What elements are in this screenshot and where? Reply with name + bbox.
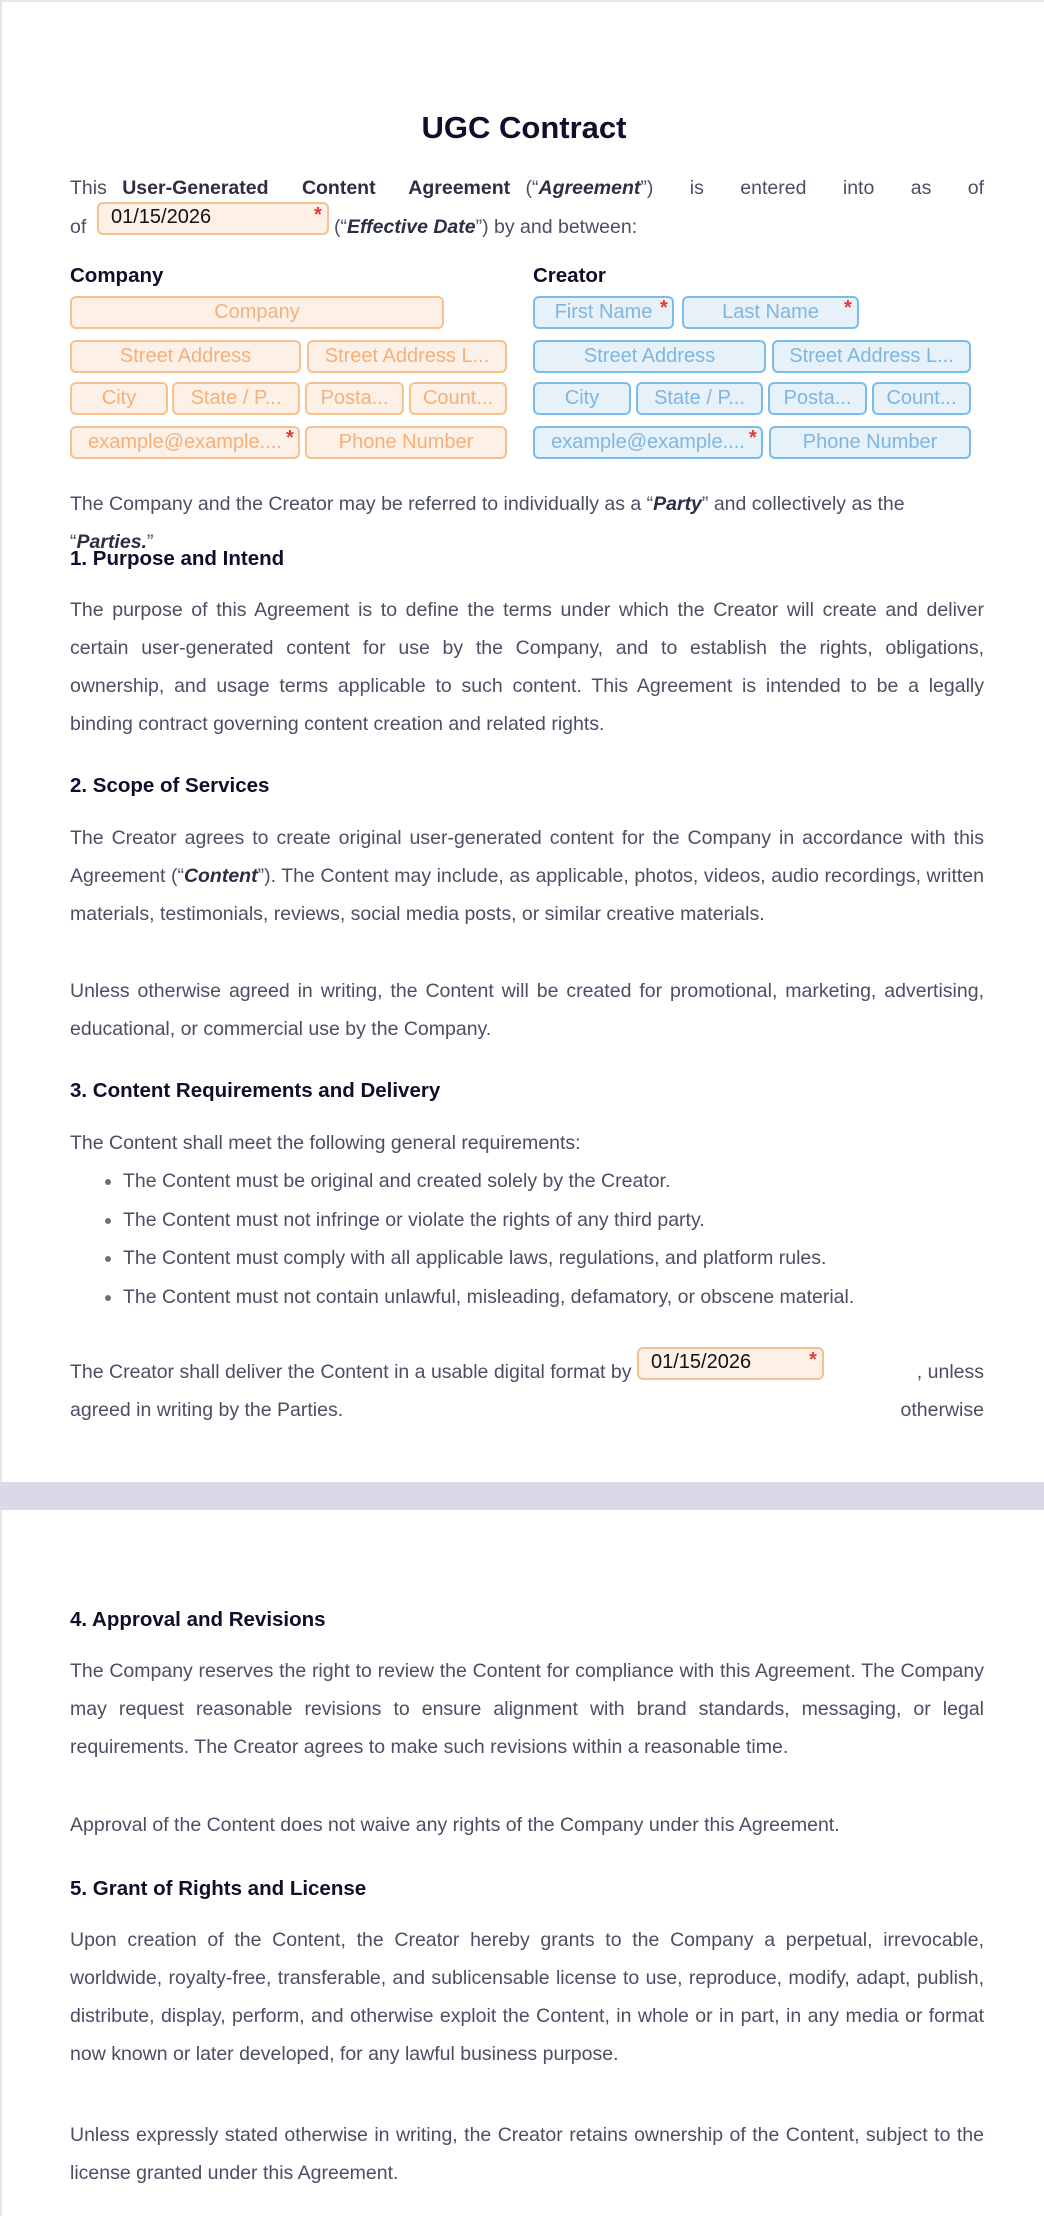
company-country-input[interactable]: Count... <box>409 382 507 415</box>
company-city-input[interactable]: City <box>70 382 168 415</box>
company-name-input[interactable]: Company <box>70 296 444 329</box>
required-marker: * <box>286 427 294 449</box>
page-separator <box>0 1482 1044 1510</box>
section-1-heading: 1. Purpose and Intend <box>70 547 285 570</box>
document-page-2 <box>0 1510 1044 2216</box>
required-marker: * <box>844 297 852 319</box>
company-street2-input[interactable]: Street Address L... <box>307 340 507 373</box>
creator-postal-input[interactable]: Posta... <box>768 382 867 415</box>
company-phone-input[interactable]: Phone Number <box>305 426 507 459</box>
section-4-heading: 4. Approval and Revisions <box>70 1608 326 1631</box>
intro-this: This <box>70 177 107 199</box>
creator-country-input[interactable]: Count... <box>872 382 971 415</box>
creator-state-input[interactable]: State / P... <box>636 382 763 415</box>
company-state-input[interactable]: State / P... <box>172 382 300 415</box>
creator-city-input[interactable]: City <box>533 382 631 415</box>
required-marker: * <box>749 427 757 449</box>
list-item: • The Content must be original and created solely by the Creator. <box>123 1162 984 1201</box>
required-marker: * <box>809 1349 817 1371</box>
delivery-sentence-tail: , unless otherwise <box>900 1361 984 1421</box>
company-postal-input[interactable]: Posta... <box>305 382 404 415</box>
list-item: • The Content must comply with all applicable laws, regulations, and platform rules. <box>123 1239 984 1278</box>
effective-date-input[interactable]: 01/15/2026 <box>97 202 329 235</box>
required-marker: * <box>660 297 668 319</box>
section-4-paragraph-1: The Company reserves the right to review the Content for compliance with this Agreement. The Company may request reasonable revisions to ensure alignment with brand standards, messaging, or legal requirements. The Creator agrees to make such revisions within a reasonable time. <box>70 1660 984 1758</box>
creator-last-name-input[interactable]: Last Name <box>682 296 859 329</box>
section-2-paragraph-2: Unless otherwise agreed in writing, the Content will be created for promotional, marketing, advertising, educational, or commercial use by the Company. <box>70 980 984 1040</box>
section-5-heading: 5. Grant of Rights and License <box>70 1877 367 1900</box>
section-2-paragraph-1: The Creator agrees to create original user-generated content for the Company in accordance with this Agreement (“Content”). The Content may include, as applicable, photos, videos, audio recordings, written materials, testimonials, reviews, social media posts, or similar creative materials. <box>70 827 984 925</box>
effective-date-term: (“Effective Date”) by and between: <box>334 216 638 238</box>
company-label: Company <box>70 264 164 287</box>
list-item: • The Content must not contain unlawful, misleading, defamatory, or obscene material. <box>123 1278 984 1317</box>
list-item: • The Content must not infringe or violate the rights of any third party. <box>123 1201 984 1240</box>
delivery-date-input[interactable]: 01/15/2026 <box>637 1347 824 1380</box>
company-email-input[interactable]: example@example.... <box>70 426 300 459</box>
creator-first-name-input[interactable]: First Name <box>533 296 674 329</box>
creator-street-input[interactable]: Street Address <box>533 340 766 373</box>
section-2-heading: 2. Scope of Services <box>70 774 270 797</box>
delivery-sentence: The Creator shall deliver the Content in a usable digital format by <box>70 1361 632 1383</box>
intro-of: of <box>70 216 87 238</box>
section-5-paragraph-1: Upon creation of the Content, the Creator hereby grants to the Company a perpetual, irrevocable, worldwide, royalty-free, transferable, and sublicensable license to use, reproduce, modify, adapt, publish, distribute, display, perform, and otherwise exploit the Content, in whole or in part, in any media or format now known or later developed, for any lawful business purpose. <box>70 1929 984 2065</box>
parties-definition: The Company and the Creator may be referred to individually as a “Party” and collectively as the “Parties.” <box>70 493 905 553</box>
section-3-heading: 3. Content Requirements and Delivery <box>70 1079 441 1102</box>
intro-agreement-term: (“Agreement”) is entered into as of <box>525 177 984 199</box>
section-5-paragraph-2: Unless expressly stated otherwise in writing, the Creator retains ownership of the Content, subject to the license granted under this Agreement. <box>70 2124 984 2184</box>
requirements-list <box>70 1162 984 1316</box>
creator-street2-input[interactable]: Street Address L... <box>772 340 971 373</box>
required-marker: * <box>314 204 322 226</box>
section-3-lead: The Content shall meet the following general requirements: <box>70 1132 581 1154</box>
creator-label: Creator <box>533 264 606 287</box>
section-1-paragraph: The purpose of this Agreement is to define the terms under which the Creator will create and deliver certain user-generated content for use by the Company, and to establish the rights, obligations, ownership, and usage terms applicable to such content. This Agreement is intended to be a legally binding contract governing content creation and related rights. <box>70 599 984 735</box>
creator-phone-input[interactable]: Phone Number <box>769 426 971 459</box>
intro-agreement-name: User-Generated Content Agreement <box>122 177 511 199</box>
document-title: UGC Contract <box>421 110 627 145</box>
creator-email-input[interactable]: example@example.... <box>533 426 763 459</box>
section-4-paragraph-2: Approval of the Content does not waive any rights of the Company under this Agreement. <box>70 1814 840 1836</box>
company-street-input[interactable]: Street Address <box>70 340 301 373</box>
delivery-sentence-end: agreed in writing by the Parties. <box>70 1399 344 1421</box>
